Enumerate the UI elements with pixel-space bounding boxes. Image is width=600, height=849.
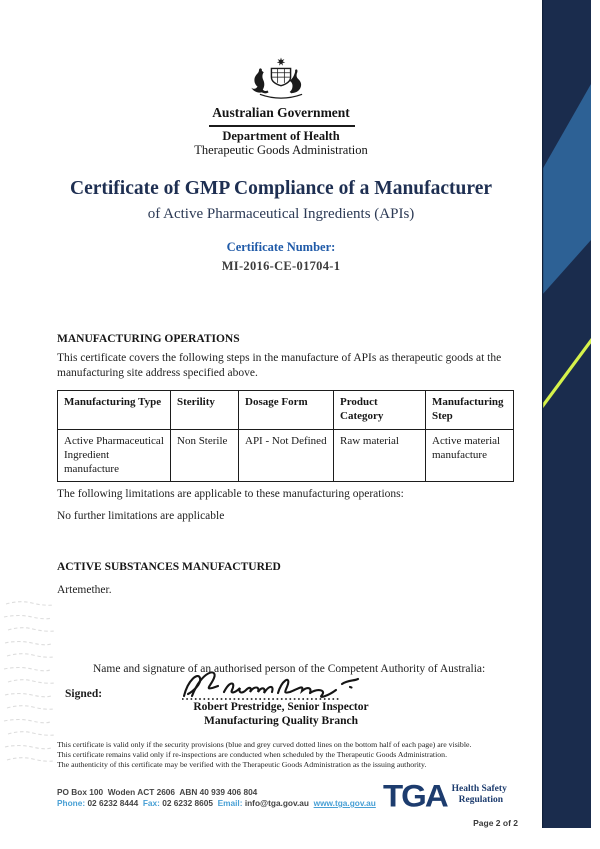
certificate-number-label: Certificate Number: xyxy=(226,240,336,254)
phone-label: Phone: xyxy=(57,798,86,808)
table-row xyxy=(58,429,514,482)
department-title: Department of Health xyxy=(222,129,340,143)
phone-value: 02 6232 8444 xyxy=(87,798,139,808)
cell-product-category: Raw material xyxy=(334,429,426,482)
tga-tagline xyxy=(452,784,507,805)
cell-dosage-form: API - Not Defined xyxy=(239,429,334,482)
cell-sterility: Non Sterile xyxy=(171,429,239,482)
footer-address: PO Box 100 Woden ACT 2606 ABN 40 939 406 804 xyxy=(57,787,258,797)
tga-tagline-line1: Health Safety xyxy=(451,784,507,794)
col-manufacturing-type: Manufacturing Type xyxy=(58,391,171,430)
agency-title: Therapeutic Goods Administration xyxy=(194,143,368,157)
certificate-title: Certificate of GMP Compliance of a Manufacturer xyxy=(69,178,493,199)
manufacturing-operations-table xyxy=(57,390,514,482)
signer-branch: Manufacturing Quality Branch xyxy=(204,715,358,727)
tga-wordmark: TGA xyxy=(383,777,447,814)
validity-note-line1: This certificate is valid only if the security provisions (blue and grey curved dotted lines on the bottom half of each page) are visible. xyxy=(57,740,472,749)
limitations-intro: The following limitations are applicable to these manufacturing operations: xyxy=(57,488,404,500)
validity-note-line2: This certificate remains valid only if re-inspections are conducted when scheduled by the Therapeutic Goods Administration. xyxy=(57,750,448,759)
tga-tagline-line2: Regulation xyxy=(458,794,504,805)
australian-coat-of-arms-icon xyxy=(247,56,315,102)
fax-label: Fax: xyxy=(142,798,160,808)
manufacturing-intro-line2: manufacturing site address specified above. xyxy=(57,367,258,379)
tga-logo xyxy=(383,777,507,814)
active-substance-value: Artemether. xyxy=(57,584,112,596)
fax-value: 02 6232 8605 xyxy=(162,798,213,808)
certificate-number-value: MI-2016-CE-01704-1 xyxy=(221,259,341,273)
col-product-category: Product Category xyxy=(334,391,426,430)
cell-manufacturing-step: Active material manufacture xyxy=(426,429,514,482)
active-substances-heading: ACTIVE SUBSTANCES MANUFACTURED xyxy=(57,561,281,573)
coat-of-arms xyxy=(0,56,562,102)
signer-name: Robert Prestridge, Senior Inspector xyxy=(193,701,369,713)
email-value: info@tga.gov.au xyxy=(244,798,309,808)
footer-contact-line xyxy=(57,798,376,808)
col-sterility: Sterility xyxy=(171,391,239,430)
page-number: Page 2 of 2 xyxy=(473,818,518,828)
signed-label: Signed: xyxy=(65,688,103,700)
manufacturing-operations-heading: MANUFACTURING OPERATIONS xyxy=(57,333,240,345)
header-divider xyxy=(209,125,355,127)
validity-note-line3: The authenticity of this certificate may be verified with the Therapeutic Goods Administration as the issuing authority. xyxy=(57,760,427,769)
authorised-person-statement: Name and signature of an authorised person of the Competent Authority of Australia: xyxy=(93,663,486,675)
tga-website-link: www.tga.gov.au xyxy=(313,798,376,808)
government-title: Australian Government xyxy=(212,105,350,120)
limitations-value: No further limitations are applicable xyxy=(57,510,225,522)
certificate-subtitle: of Active Pharmaceutical Ingredients (APIs) xyxy=(147,206,415,222)
email-label: Email: xyxy=(217,798,243,808)
table-header-row xyxy=(58,391,514,430)
col-dosage-form: Dosage Form xyxy=(239,391,334,430)
col-manufacturing-step: Manufacturing Step xyxy=(426,391,514,430)
manufacturing-intro-line1: This certificate covers the following steps in the manufacture of APIs as therapeutic goods at the xyxy=(57,352,502,364)
cell-manufacturing-type: Active Pharmaceutical Ingredient manufacture xyxy=(58,429,171,482)
